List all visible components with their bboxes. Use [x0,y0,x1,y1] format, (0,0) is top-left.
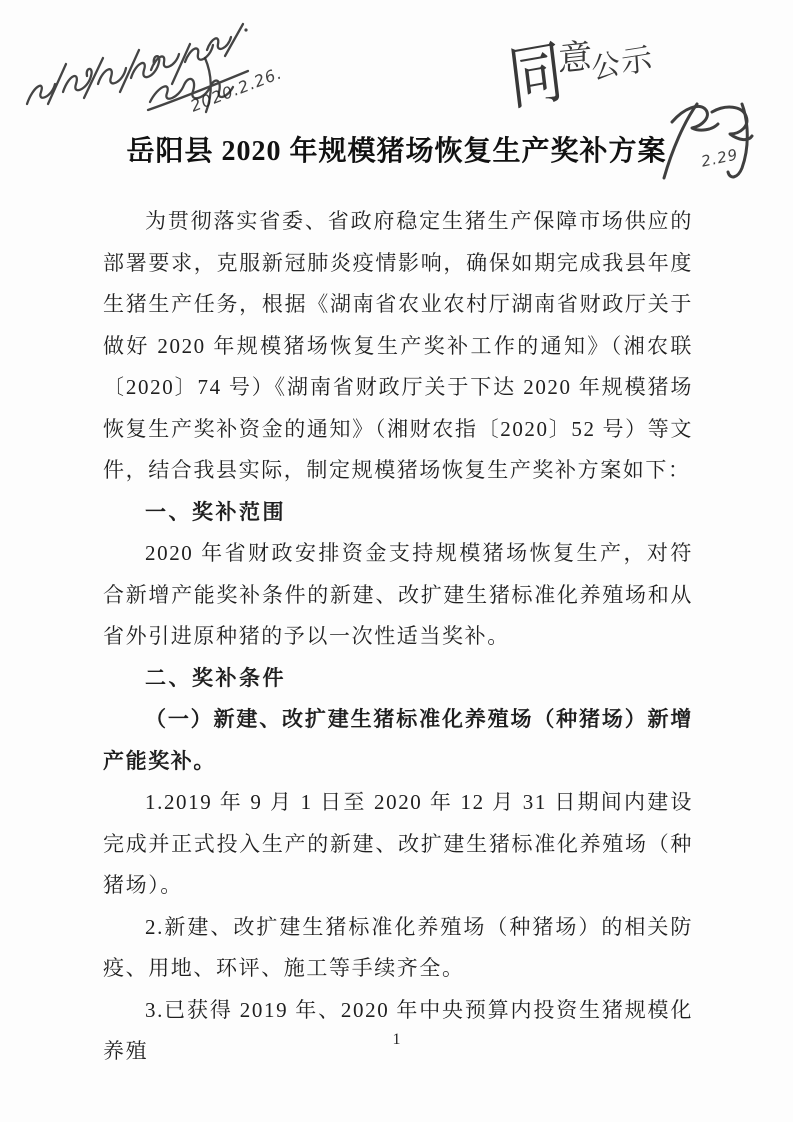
left-note-signature-scrawl [148,58,248,112]
condition-item-3: 3.已获得 2019 年、2020 年中央预算内投资生猪规模化养殖 [103,997,693,1063]
document-body [103,201,693,1073]
section-heading-1: 一、奖补范围 [145,500,286,524]
handwritten-agree-char: 公 [589,47,623,87]
handwritten-agree-char: 同 [504,33,567,120]
subsection-heading-2-1: （一）新建、改扩建生猪标准化养殖场（种猪场）新增产能奖补。 [103,707,693,773]
handwritten-agree-char: 意 [558,38,592,79]
left-approval-scrawl [27,24,248,104]
paragraph-scope: 2020 年省财政安排资金支持规模猪场恢复生产，对符合新增产能奖补条件的新建、改扩建生猪标准化养殖场和从省外引进原种猪的予以一次性适当奖补。 [103,541,693,648]
handwritten-date-left: 2020.2.26. [187,63,285,116]
section-heading-2: 二、奖补条件 [145,666,286,690]
paragraph-intro: 为贯彻落实省委、省政府稳定生猪生产保障市场供应的部署要求，克服新冠肺炎疫情影响，确保如期完成我县年度生猪生产任务，根据《湖南省农业农村厅湖南省财政厅关于做好 2020 年规模猪场恢复生产奖补工作的通知》（湘农联〔2020〕74 号）《湖南省财政厅关于下达 2020 年规模猪场恢复生产奖补资金的通知》（湘财农指〔2020〕52 号）等文件，结合我县实际，制定规模猪场恢复生产奖补方案如下： [103,209,693,482]
handwritten-agree-char: 示 [620,40,654,81]
handwritten-date-right: 2.29 [699,145,740,171]
condition-item-1: 1.2019 年 9 月 1 日至 2020 年 12 月 31 日期间内建设完成并正式投入生产的新建、改扩建生猪标准化养殖场（种猪场）。 [103,790,693,897]
condition-item-2: 2.新建、改扩建生猪标准化养殖场（种猪场）的相关防疫、用地、环评、施工等手续齐全。 [103,914,693,980]
document-title: 岳阳县 2020 年规模猪场恢复生产奖补方案 [126,136,667,167]
page-number: 1 [392,1031,401,1048]
